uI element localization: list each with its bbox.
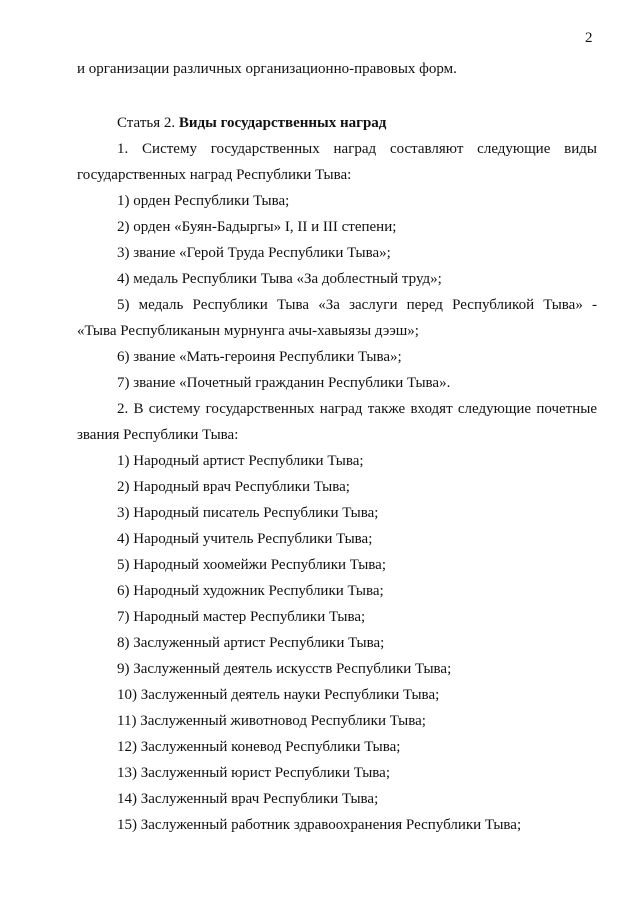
title-item: 15) Заслуженный работник здравоохранения Республики Тыва;: [117, 817, 522, 833]
award-item: 1) орден Республики Тыва;: [117, 193, 290, 209]
title-item: 8) Заслуженный артист Республики Тыва;: [117, 635, 385, 651]
title-item: 14) Заслуженный врач Республики Тыва;: [117, 791, 379, 807]
title-item: 3) Народный писатель Республики Тыва;: [117, 505, 379, 521]
article-prefix: Статья 2.: [117, 115, 176, 131]
title-item: 5) Народный хоомейжи Республики Тыва;: [117, 557, 386, 573]
title-item: 2) Народный врач Республики Тыва;: [117, 479, 350, 495]
title-item: 10) Заслуженный деятель науки Республики Тыва;: [117, 687, 440, 703]
award-item: 4) медаль Республики Тыва «За доблестный труд»;: [117, 271, 442, 287]
article-title: Виды государственных наград: [178, 115, 387, 131]
page-number: 2: [585, 30, 593, 46]
para2-line1: 2. В систему государственных наград также входят следующие почетные: [117, 401, 597, 417]
intro-line: и организации различных организационно-правовых форм.: [77, 61, 457, 77]
article-heading: [117, 114, 386, 132]
para1-line1: 1. Систему государственных наград составляют следующие виды: [117, 141, 597, 157]
title-item: 11) Заслуженный животновод Республики Тыва;: [117, 713, 426, 729]
title-item: 4) Народный учитель Республики Тыва;: [117, 531, 373, 547]
para1-line2: государственных наград Республики Тыва:: [77, 167, 352, 183]
award-item: 3) звание «Герой Труда Республики Тыва»;: [117, 245, 391, 261]
award-item: 7) звание «Почетный гражданин Республики Тыва».: [117, 375, 451, 391]
para2-line2: звания Республики Тыва:: [77, 427, 239, 443]
title-item: 7) Народный мастер Республики Тыва;: [117, 609, 366, 625]
title-item: 1) Народный артист Республики Тыва;: [117, 453, 364, 469]
award5-line2: «Тыва Республиканын мурнунга ачы-хавыязы дээш»;: [77, 323, 419, 339]
title-item: 13) Заслуженный юрист Республики Тыва;: [117, 765, 390, 781]
title-item: 9) Заслуженный деятель искусств Республики Тыва;: [117, 661, 452, 677]
award5-line1: 5) медаль Республики Тыва «За заслуги перед Республикой Тыва» -: [117, 297, 597, 313]
title-item: 6) Народный художник Республики Тыва;: [117, 583, 384, 599]
award-item: 2) орден «Буян-Бадыргы» I, II и III степени;: [117, 219, 397, 235]
award-item: 6) звание «Мать-героиня Республики Тыва»;: [117, 349, 402, 365]
title-item: 12) Заслуженный коневод Республики Тыва;: [117, 739, 401, 755]
